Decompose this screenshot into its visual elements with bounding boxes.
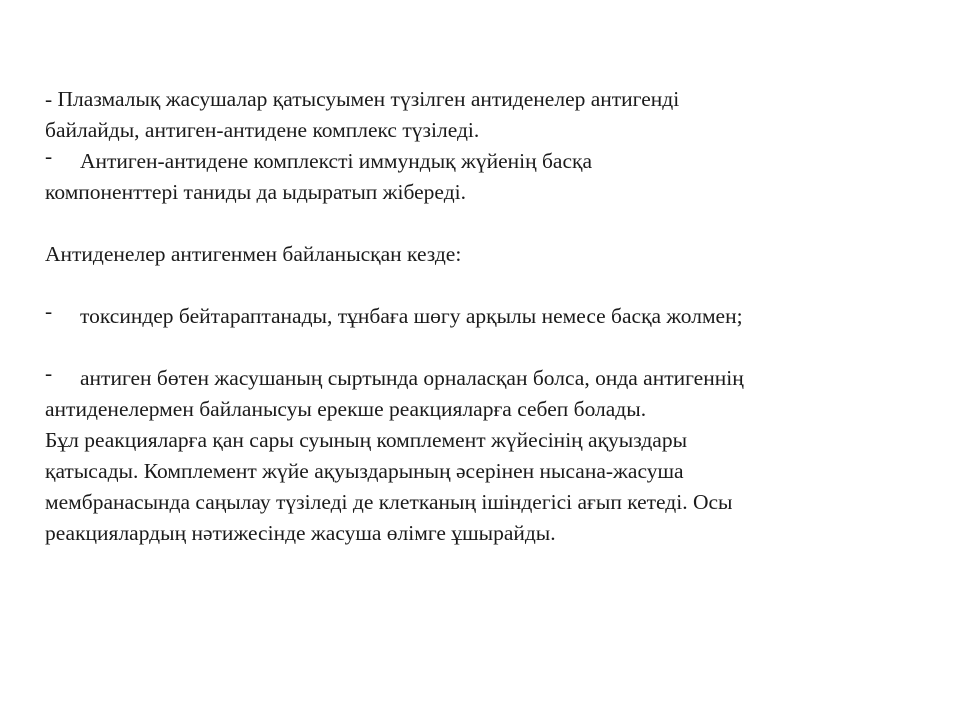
spacer [45, 208, 925, 239]
spacer [45, 270, 925, 301]
spacer [45, 332, 925, 363]
bullet-dash: - [45, 361, 53, 385]
paragraph-5-line-1-text: антиген бөтен жасушаның сыртында орналасқан болса, онда антигеннің [80, 366, 744, 390]
paragraph-6-line-4: реакциялардың нәтижесінде жасуша өлімге ұшырайды. [45, 521, 556, 545]
paragraph-6-line-1: Бұл реакцияларға қан сары суының комплемент жүйесінің ақуыздары [45, 428, 688, 452]
slide-body-text [45, 84, 925, 549]
paragraph-2-line-2: компоненттері таниды да ыдыратып жібереді. [45, 180, 466, 204]
bullet-dash: - [45, 144, 53, 168]
paragraph-2-line-1-text: Антиген-антидене комплексті иммундық жүйенің басқа [80, 149, 593, 173]
paragraph-6-line-3: мембранасында саңылау түзіледі де клетканың ішіндегісі ағып кетеді. Осы [45, 490, 733, 514]
paragraph-5-line-2: антиденелермен байланысуы ерекше реакцияларға себеп болады. [45, 397, 647, 421]
paragraph-4-line-1-text: токсиндер бейтараптанады, тұнбаға шөгу арқылы немесе басқа жолмен; [80, 304, 743, 328]
paragraph-2-line-1 [45, 146, 925, 177]
paragraph-5-line-1 [45, 363, 925, 394]
paragraph-3-line-1: Антиденелер антигенмен байланысқан кезде: [45, 242, 462, 266]
paragraph-1-line-1: - Плазмалық жасушалар қатысуымен түзілген антиденелер антигенді [45, 87, 680, 111]
paragraph-1-line-2: байлайды, антиген-антидене комплекс түзіледі. [45, 118, 480, 142]
paragraph-4-line-1 [45, 301, 925, 332]
bullet-dash: - [45, 299, 53, 323]
paragraph-6-line-2: қатысады. Комплемент жүйе ақуыздарының әсерінен нысана-жасуша [45, 459, 684, 483]
